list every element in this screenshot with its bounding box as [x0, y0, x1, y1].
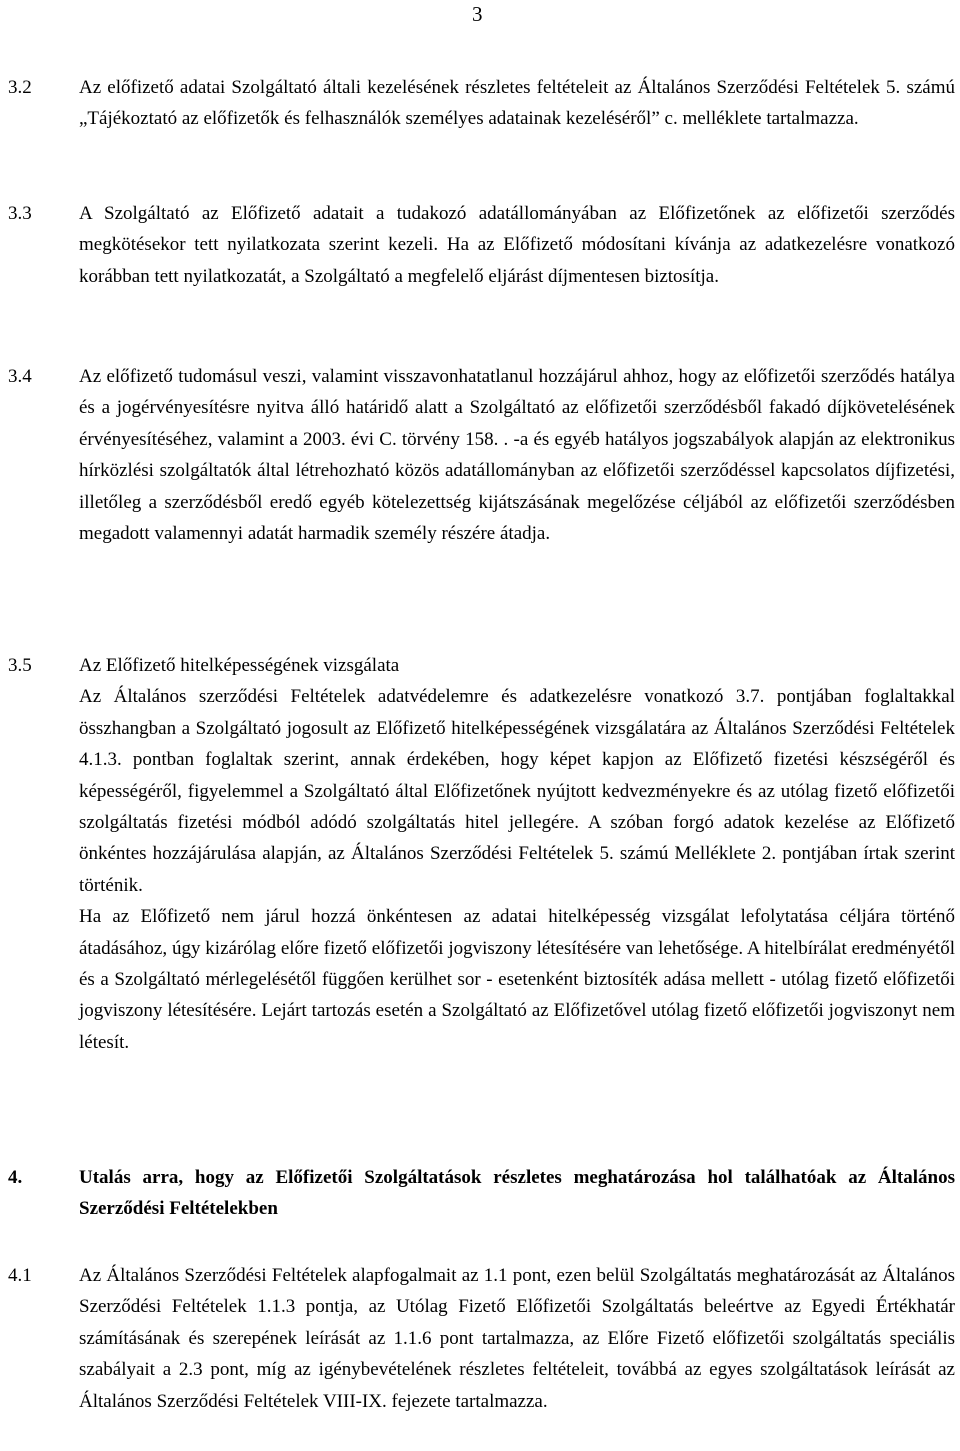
heading-text: Utalás arra, hogy az Előfizetői Szolgáltatások részletes meghatározása hol találhatóak az Általános Szerződési Feltételekben [79, 1167, 955, 1220]
section-3-4 [0, 361, 960, 549]
section-text [79, 650, 955, 1058]
section-text [79, 361, 955, 549]
section-3-2 [0, 72, 960, 135]
section-number: 3.2 [8, 77, 32, 98]
section-text [79, 198, 955, 292]
section-number: 3.5 [8, 655, 32, 676]
paragraph: Az előfizető tudomásul veszi, valamint visszavonhatatlanul hozzájárul ahhoz, hogy az előfizetői szerződés hatálya és a jogérvényesítésre nyitva álló határidő alatt a Szolgáltató az előfizetői szerződésből fakadó díjkövetelésének érvényesítéséhez, valamint a 2003. évi C. törvény 158. . -a és egyéb hatályos jogszabályok alapján az elektronikus hírközlési szolgáltatók által létrehozható közös adatállományban az előfizetői szerződéssel kapcsolatos díjfizetési, illetőleg a szerződésből eredő egyéb kötelezettség kijátszásának megelőzése céljából az előfizetői szerződésben megadott valamennyi adatát harmadik személy részére átadja. [79, 366, 955, 545]
section-4-1 [0, 1260, 960, 1417]
section-heading [79, 1162, 955, 1225]
section-4-heading [0, 1162, 960, 1225]
section-number: 3.4 [8, 366, 32, 387]
paragraph: A Szolgáltató az Előfizető adatait a tudakozó adatállományában az Előfizetőnek az előfizetői szerződés megkötésekor tett nyilatkozata szerint kezeli. Ha az Előfizető módosítani kívánja az adatkezelésre vonatkozó korábban tett nyilatkozatát, a Szolgáltató a megfelelő eljárást díjmentesen biztosítja. [79, 203, 955, 287]
section-3-5 [0, 650, 960, 1058]
section-number: 3.3 [8, 203, 32, 224]
section-number: 4.1 [8, 1265, 32, 1286]
paragraph: Az Általános Szerződési Feltételek alapfogalmait az 1.1 pont, ezen belül Szolgáltatás meghatározását az Általános Szerződési Feltételek 1.1.3 pontja, az Utólag Fizető Előfizetői Szolgáltatás beleértve az Egyedi Értékhatár számításának és szerepének leírását az 1.1.6 pont tartalmazza, az Előre Fizető előfizetői szolgáltatás speciális szabályait a 2.3 pont, míg az igénybevételének részletes feltételeit, továbbá az egyes szolgáltatások leírását az Általános Szerződési Feltételek VIII-IX. fejezete tartalmazza. [79, 1265, 955, 1412]
section-title: Az Előfizető hitelképességének vizsgálata [79, 655, 400, 676]
section-number: 4. [8, 1167, 23, 1188]
section-text [79, 72, 955, 135]
section-3-3 [0, 198, 960, 292]
section-text [79, 1260, 955, 1417]
page-number: 3 [472, 2, 483, 26]
paragraph: Ha az Előfizető nem járul hozzá önkéntesen az adatai hitelképesség vizsgálat lefolytatása céljára történő átadásához, úgy kizárólag előre fizető előfizetői jogviszony létesítésére van lehetősége. A hitelbírálat eredményétől és a Szolgáltató mérlegelésétől függően kerülhet sor - esetenként biztosíték adása mellett - utólag fizető előfizetői jogviszony létesítésére. Lejárt tartozás esetén a Szolgáltató az Előfizetővel utólag fizető előfizetői jogviszonyt nem létesít. [79, 906, 955, 1053]
paragraph: Az Általános szerződési Feltételek adatvédelemre és adatkezelésre vonatkozó 3.7. pontjában foglaltakkal összhangban a Szolgáltató jogosult az Előfizető hitelképességének vizsgálatára az Általános Szerződési Feltételek 4.1.3. pontban foglaltak szerint, annak érdekében, hogy képet kapjon az Előfizető fizetési készségéről és képességéről, figyelemmel a Szolgáltató által Előfizetőnek nyújtott kedvezményekre és az utólag fizető előfizetői szolgáltatás fizetési módból adódó szolgáltatás hitel jellegére. A szóban forgó adatok kezelése az Előfizető önkéntes hozzájárulása alapján, az Általános Szerződési Feltételek 5. számú Melléklete 2. pontjában írtak szerint történik. [79, 686, 955, 896]
paragraph: Az előfizető adatai Szolgáltató általi kezelésének részletes feltételeit az Általános Szerződési Feltételek 5. számú „Tájékoztató az előfizetők és felhasználók személyes adatainak kezeléséről” c. melléklete tartalmazza. [79, 77, 955, 130]
